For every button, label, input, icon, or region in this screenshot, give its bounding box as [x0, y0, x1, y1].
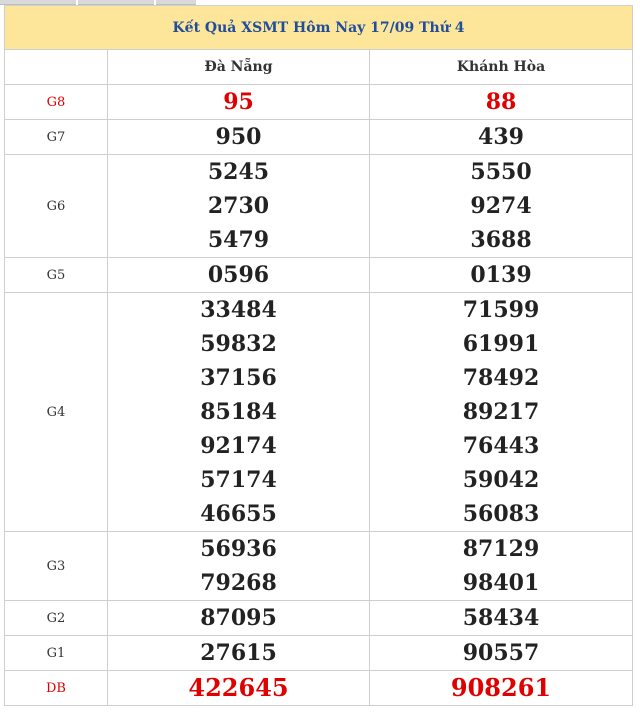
prize-number: 9274 [370, 189, 633, 223]
results-container [4, 5, 632, 706]
prize-row-g3 [5, 532, 633, 567]
prize-label: G7 [5, 120, 108, 155]
prize-row-g8 [5, 85, 633, 120]
prize-number: 0596 [108, 258, 370, 293]
prize-label: G1 [5, 636, 108, 671]
prize-number: 58434 [370, 601, 633, 636]
prize-label: G8 [5, 85, 108, 120]
prize-number: 5245 [108, 155, 370, 190]
prize-number: 76443 [370, 429, 633, 463]
prize-number: 33484 [108, 293, 370, 328]
prize-number: 85184 [108, 395, 370, 429]
prize-number: 3688 [370, 223, 633, 258]
prize-number: 950 [108, 120, 370, 155]
title-row [5, 6, 633, 50]
prize-number: 92174 [108, 429, 370, 463]
prize-row-g6 [5, 155, 633, 190]
prize-label: G2 [5, 601, 108, 636]
province-header-khanhhoa: Khánh Hòa [370, 50, 633, 85]
prize-number: 37156 [108, 361, 370, 395]
header-row [5, 50, 633, 85]
prize-number: 5479 [108, 223, 370, 258]
prize-number: 56083 [370, 497, 633, 532]
prize-label: G6 [5, 155, 108, 258]
province-header-danang: Đà Nẵng [108, 50, 370, 85]
prize-row-g7 [5, 120, 633, 155]
prize-number: 61991 [370, 327, 633, 361]
prize-number: 71599 [370, 293, 633, 328]
prize-row-g1 [5, 636, 633, 671]
prize-number: 59832 [108, 327, 370, 361]
prize-column-header [5, 50, 108, 85]
results-title: Kết Quả XSMT Hôm Nay 17/09 Thứ 4 [5, 6, 633, 50]
prize-number: 87129 [370, 532, 633, 567]
prize-number: 908261 [370, 671, 633, 706]
prize-number: 79268 [108, 566, 370, 601]
prize-number: 87095 [108, 601, 370, 636]
prize-number: 27615 [108, 636, 370, 671]
prize-number: 439 [370, 120, 633, 155]
prize-number: 57174 [108, 463, 370, 497]
prize-label: G5 [5, 258, 108, 293]
prize-row-g2 [5, 601, 633, 636]
prize-number: 0139 [370, 258, 633, 293]
prize-row-g4 [5, 293, 633, 328]
prize-row-db [5, 671, 633, 706]
prize-row-g5 [5, 258, 633, 293]
prize-number: 95 [108, 85, 370, 120]
lottery-results-table [4, 5, 633, 706]
prize-number: 98401 [370, 566, 633, 601]
prize-label: DB [5, 671, 108, 706]
prize-number: 46655 [108, 497, 370, 532]
prize-label: G3 [5, 532, 108, 601]
prize-number: 90557 [370, 636, 633, 671]
prize-number: 78492 [370, 361, 633, 395]
prize-label: G4 [5, 293, 108, 532]
prize-number: 56936 [108, 532, 370, 567]
prize-number: 59042 [370, 463, 633, 497]
prize-number: 422645 [108, 671, 370, 706]
prize-number: 89217 [370, 395, 633, 429]
prize-number: 2730 [108, 189, 370, 223]
prize-number: 5550 [370, 155, 633, 190]
prize-number: 88 [370, 85, 633, 120]
